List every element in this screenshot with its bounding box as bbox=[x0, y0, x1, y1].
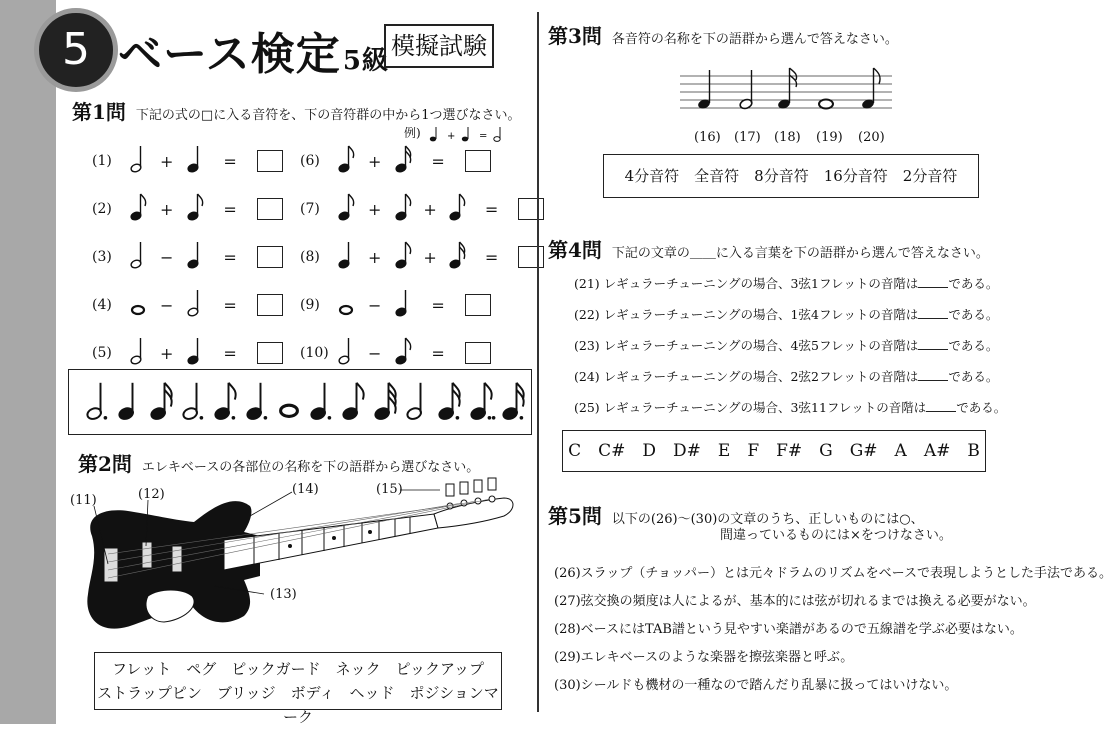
q1-operator: − bbox=[368, 343, 382, 363]
q1-answer-box[interactable] bbox=[518, 246, 544, 268]
q1-answer-box[interactable] bbox=[257, 342, 283, 364]
q3-label-16: (16) bbox=[694, 130, 721, 145]
q1-operand-b bbox=[185, 336, 205, 370]
q1-equation bbox=[92, 290, 283, 320]
q1-equation-number: (6) bbox=[300, 153, 320, 169]
q1-example bbox=[404, 124, 515, 143]
bass-head bbox=[434, 478, 513, 528]
q1-answer-box[interactable] bbox=[257, 246, 283, 268]
quarter-note-icon bbox=[185, 240, 205, 270]
q1-operator: − bbox=[368, 295, 382, 315]
q4-text: レギュラーチューニングの場合、4弦5フレットの音階は bbox=[603, 338, 919, 353]
choice-dotted-eighth bbox=[214, 383, 236, 421]
label-14: (14) bbox=[292, 482, 319, 497]
q1-operator: + bbox=[160, 199, 174, 219]
q3-note-19 bbox=[819, 100, 833, 109]
q1-operand-a bbox=[336, 240, 356, 274]
eighth-note-icon bbox=[393, 192, 413, 222]
q2-word-line-1: フレット ペグ ピックガード ネック ピックアップ bbox=[111, 660, 484, 678]
example-label: 例) bbox=[404, 126, 421, 140]
q1-equals: = bbox=[223, 343, 237, 363]
quarter-note-icon bbox=[185, 336, 205, 366]
half-note-icon bbox=[128, 336, 148, 366]
q1-operand-a bbox=[336, 288, 356, 322]
q1-operand-b bbox=[185, 288, 205, 322]
q1-equation bbox=[300, 194, 544, 224]
q1-equation-number: (1) bbox=[92, 153, 112, 169]
q1-equation bbox=[300, 338, 491, 368]
choice-double-dotted-eighth bbox=[470, 383, 496, 421]
q1-operand-b bbox=[185, 144, 205, 178]
svg-text:=: = bbox=[478, 130, 487, 142]
q2-instruction: エレキベースの各部位の名称を下の語群から選びなさい。 bbox=[141, 460, 480, 475]
eighth-note-icon bbox=[336, 144, 356, 174]
q3-note-18 bbox=[777, 68, 797, 110]
q1-operator: + bbox=[368, 247, 382, 267]
q4-number: (22) bbox=[574, 307, 600, 322]
whole-note-icon bbox=[336, 288, 356, 318]
q1-operand-b bbox=[393, 240, 413, 274]
q4-sentence bbox=[574, 274, 998, 292]
eighth-note-icon bbox=[393, 336, 413, 366]
q3-note-20 bbox=[861, 68, 880, 110]
q4-tail: である。 bbox=[956, 400, 1007, 415]
section-number-badge: 5 bbox=[34, 8, 118, 92]
q1-answer-box[interactable] bbox=[465, 150, 491, 172]
q1-equation bbox=[92, 194, 283, 224]
q2-word-line-2: ストラップピン ブリッジ ボディ ヘッド ポジションマーク bbox=[97, 684, 499, 726]
q1-operand-a bbox=[336, 336, 356, 370]
q2-heading-text: 第2問 bbox=[78, 452, 132, 476]
q4-answer-blank[interactable] bbox=[918, 307, 948, 319]
svg-text:+: + bbox=[446, 130, 455, 142]
q1-operand-b bbox=[185, 192, 205, 226]
q2-heading bbox=[78, 448, 479, 477]
q1-equation-number: (9) bbox=[300, 297, 320, 313]
q1-equation bbox=[92, 242, 283, 272]
q1-instruction: 下記の式の□に入る音符を、下の音符群の中から1つ選びなさい。 bbox=[135, 108, 521, 123]
q1-equation-number: (2) bbox=[92, 201, 112, 217]
choice-dotted-quarter bbox=[310, 383, 331, 421]
q4-number: (21) bbox=[574, 276, 600, 291]
eighth-note-icon bbox=[185, 192, 205, 222]
eighth-note-icon bbox=[447, 192, 467, 222]
q1-operand-c bbox=[447, 192, 467, 226]
q1-operand-a bbox=[128, 144, 148, 178]
q4-answer-blank[interactable] bbox=[918, 369, 948, 381]
q4-text: レギュラーチューニングの場合、2弦2フレットの音階は bbox=[603, 369, 919, 384]
q1-equals: = bbox=[431, 151, 445, 171]
q3-heading bbox=[548, 20, 898, 49]
q4-heading-text: 第4問 bbox=[548, 238, 602, 262]
q1-operator: + bbox=[160, 151, 174, 171]
q1-equals: = bbox=[223, 199, 237, 219]
q1-equals: = bbox=[223, 151, 237, 171]
q1-operator: + bbox=[160, 343, 174, 363]
q1-choice-box bbox=[68, 369, 532, 435]
q1-operand-c bbox=[447, 240, 467, 274]
q1-equation-number: (5) bbox=[92, 345, 112, 361]
choice-whole bbox=[281, 405, 298, 416]
q1-operator-2: + bbox=[423, 247, 437, 267]
q1-operator: + bbox=[368, 151, 382, 171]
q1-equation bbox=[92, 338, 283, 368]
q3-instruction: 各音符の名称を下の語群から選んで答えなさい。 bbox=[611, 32, 898, 47]
choice-half bbox=[406, 383, 423, 421]
q3-label-18: (18) bbox=[774, 130, 801, 145]
q4-answer-blank[interactable] bbox=[926, 400, 956, 412]
q1-equals: = bbox=[484, 199, 499, 219]
q1-operand-b bbox=[393, 288, 413, 322]
q1-operator: − bbox=[160, 247, 174, 267]
q2-word-bank bbox=[94, 652, 502, 726]
q1-answer-box[interactable] bbox=[257, 294, 283, 316]
quarter-note-icon bbox=[393, 288, 413, 318]
q1-equation-number: (7) bbox=[300, 201, 320, 217]
q1-operator-2: + bbox=[423, 199, 437, 219]
q3-staff bbox=[676, 64, 896, 120]
exam-label-box: 模擬試験 bbox=[384, 24, 494, 68]
example-equation-icon bbox=[425, 125, 515, 143]
q4-number: (23) bbox=[574, 338, 600, 353]
q4-tail: である。 bbox=[948, 338, 999, 353]
grade-label: 5級 bbox=[342, 46, 389, 76]
sixteenth-note-icon bbox=[447, 240, 467, 270]
q4-pitch-bank: C C# D D# E F F# G G# A A# B bbox=[562, 430, 986, 472]
q5-statement: (28)ベースにはTAB譜という見やすい楽譜があるので五線譜を学ぶ必要はない。 bbox=[554, 622, 1023, 637]
q1-equals: = bbox=[431, 343, 445, 363]
q3-label-19: (19) bbox=[816, 130, 843, 145]
q1-equals: = bbox=[431, 295, 445, 315]
q1-operand-a bbox=[336, 192, 356, 226]
q1-operand-b bbox=[393, 192, 413, 226]
eighth-note-icon bbox=[393, 240, 413, 270]
q3-heading-text: 第3問 bbox=[548, 24, 602, 48]
quarter-note-icon bbox=[185, 144, 205, 174]
q3-word-bank: 4分音符 全音符 8分音符 16分音符 2分音符 bbox=[603, 154, 979, 198]
q1-answer-box[interactable] bbox=[465, 294, 491, 316]
choice-thirty-second bbox=[374, 383, 396, 421]
q4-text: レギュラーチューニングの場合、3弦1フレットの音階は bbox=[603, 276, 919, 291]
q1-equation-number: (10) bbox=[300, 345, 329, 361]
q1-answer-box[interactable] bbox=[518, 198, 544, 220]
q4-number: (24) bbox=[574, 369, 600, 384]
q5-statement: (27)弦交換の頻度は人によるが、基本的には弦が切れるまでは換える必要がない。 bbox=[554, 594, 1036, 609]
q1-equals: = bbox=[484, 247, 499, 267]
choice-sixteenth bbox=[150, 383, 172, 421]
q1-equation bbox=[92, 146, 283, 176]
q1-operand-a bbox=[128, 288, 148, 322]
whole-note-icon bbox=[128, 288, 148, 318]
half-note-icon bbox=[128, 240, 148, 270]
q4-tail: である。 bbox=[948, 307, 999, 322]
q4-sentence bbox=[574, 305, 998, 323]
q1-equals: = bbox=[223, 247, 237, 267]
q1-operand-a bbox=[128, 240, 148, 274]
label-13: (13) bbox=[270, 587, 297, 602]
q1-equation bbox=[300, 290, 491, 320]
title-text: ベース検定 bbox=[118, 29, 341, 80]
label-15: (15) bbox=[376, 482, 403, 497]
q4-answer-blank[interactable] bbox=[918, 338, 948, 350]
choice-dotted-half bbox=[182, 383, 203, 421]
choice-dotted-sixteenth bbox=[438, 383, 460, 421]
q4-number: (25) bbox=[574, 400, 600, 415]
sixteenth-note-icon bbox=[393, 144, 413, 174]
q1-equation bbox=[300, 146, 491, 176]
q1-operand-b bbox=[185, 240, 205, 274]
q1-equation-number: (8) bbox=[300, 249, 320, 265]
half-note-icon bbox=[336, 336, 356, 366]
q1-heading-text: 第1問 bbox=[72, 100, 126, 124]
q4-text: レギュラーチューニングの場合、1弦4フレットの音階は bbox=[603, 307, 919, 322]
choice-dotted-sixteenth bbox=[502, 383, 524, 421]
example-half bbox=[493, 127, 499, 141]
label-12: (12) bbox=[138, 487, 165, 502]
label-11: (11) bbox=[70, 493, 97, 508]
choice-dotted-quarter bbox=[246, 383, 267, 421]
q1-operator: − bbox=[160, 295, 174, 315]
q1-answer-box[interactable] bbox=[257, 198, 283, 220]
q5-heading-text: 第5問 bbox=[548, 504, 602, 528]
q1-equation-number: (3) bbox=[92, 249, 112, 265]
q1-equation bbox=[300, 242, 544, 272]
q1-equals: = bbox=[223, 295, 237, 315]
q4-sentence bbox=[574, 336, 998, 354]
eighth-note-icon bbox=[336, 192, 356, 222]
q5-statement: (29)エレキベースのような楽器を擦弦楽器と呼ぶ。 bbox=[554, 650, 854, 665]
q5-statement: (30)シールドも機材の一種なので踏んだり乱暴に扱ってはいけない。 bbox=[554, 678, 958, 693]
q1-operand-a bbox=[128, 192, 148, 226]
q1-operand-b bbox=[393, 144, 413, 178]
choice-quarter bbox=[118, 383, 135, 421]
example-quarter-b bbox=[461, 127, 467, 141]
eighth-note-icon bbox=[128, 192, 148, 222]
page-title bbox=[118, 18, 389, 82]
q1-operator: + bbox=[368, 199, 382, 219]
q5-instruction-1: 以下の(26)〜(30)の文章のうち、正しいものには○、 bbox=[611, 512, 924, 527]
column-divider bbox=[537, 12, 539, 712]
q3-label-17: (17) bbox=[734, 130, 761, 145]
q4-heading bbox=[548, 234, 989, 263]
q4-sentence bbox=[574, 367, 998, 385]
quarter-note-icon bbox=[336, 240, 356, 270]
half-note-icon bbox=[128, 144, 148, 174]
left-margin-bar bbox=[0, 0, 56, 724]
q1-operand-b bbox=[393, 336, 413, 370]
q1-operand-a bbox=[336, 144, 356, 178]
half-note-icon bbox=[185, 288, 205, 318]
q5-instruction-2: 間違っているものには×をつけなさい。 bbox=[720, 528, 952, 543]
q1-answer-box[interactable] bbox=[257, 150, 283, 172]
bass-guitar-diagram bbox=[64, 476, 534, 646]
q1-answer-box[interactable] bbox=[465, 342, 491, 364]
q4-tail: である。 bbox=[948, 369, 999, 384]
q3-label-20: (20) bbox=[858, 130, 885, 145]
q1-heading bbox=[72, 96, 520, 125]
q4-answer-blank[interactable] bbox=[918, 276, 948, 288]
q4-instruction: 下記の文章の＿＿に入る言葉を下の語群から選んで答えなさい。 bbox=[611, 246, 989, 261]
q1-equation-number: (4) bbox=[92, 297, 112, 313]
q5-statement: (26)スラップ（チョッパー）とは元々ドラムのリズムをベースで表現しようとした手法である。 bbox=[554, 566, 1112, 581]
q4-sentence bbox=[574, 398, 1006, 416]
q1-operand-a bbox=[128, 336, 148, 370]
q1-choice-notes bbox=[69, 370, 531, 434]
choice-dotted-half bbox=[86, 383, 107, 421]
q4-tail: である。 bbox=[948, 276, 999, 291]
choice-eighth bbox=[342, 383, 364, 421]
q4-text: レギュラーチューニングの場合、3弦11フレットの音階は bbox=[603, 400, 927, 415]
example-quarter-a bbox=[429, 127, 435, 141]
